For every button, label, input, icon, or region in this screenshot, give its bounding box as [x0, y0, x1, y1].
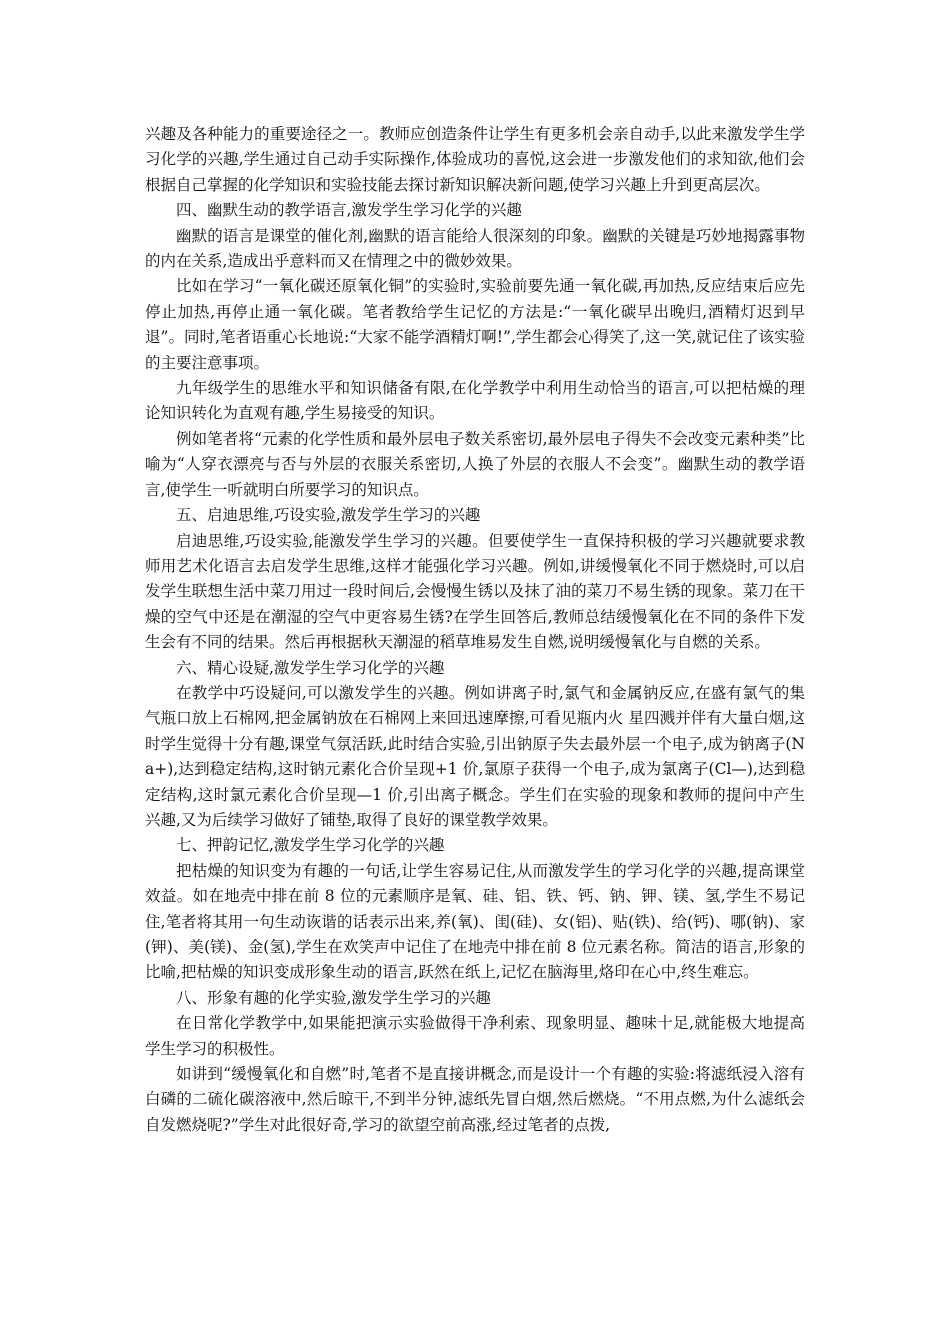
paragraph: 如讲到“缓慢氧化和自燃”时,笔者不是直接讲概念,而是设计一个有趣的实验:将滤纸浸入溶有白磷的二硫化碳溶液中,然后晾干,不到半分钟,滤纸先冒白烟,然后燃烧。“不用点燃,为什么滤纸会自发燃烧呢?”学生对此很好奇,学习的欲望空前高涨,经过笔者的点拨,	[145, 1065, 805, 1134]
paragraph: 九年级学生的思维水平和知识储备有限,在化学教学中利用生动恰当的语言,可以把枯燥的理论知识转化为直观有趣,学生易接受的知识。	[145, 379, 805, 423]
paragraph: 在日常化学教学中,如果能把演示实验做得干净利索、现象明显、趣味十足,就能极大地提高学生学习的积极性。	[145, 1014, 805, 1058]
paragraph: 兴趣及各种能力的重要途径之一。教师应创造条件让学生有更多机会亲自动手,以此来激发学生学习化学的兴趣,学生通过自己动手实际操作,体验成功的喜悦,这会进一步激发他们的求知欲,他们会根据自己掌握的化学知识和实验技能去探讨新知识解决新问题,使学习兴趣上升到更高层次。	[145, 125, 805, 194]
paragraph: 把枯燥的知识变为有趣的一句话,让学生容易记住,从而激发学生的学习化学的兴趣,提高课堂效益。如在地壳中排在前 8 位的元素顺序是氧、硅、铝、铁、钙、钠、钾、镁、氢,学生不易记住,笔者将其用一句生动诙谐的话表示出来,养(氧)、闺(硅)、女(铝)、贴(铁)、给(钙)、哪(钠)、家(钾)、美(镁)、金(氢),学生在欢笑声中记住了在地壳中排在前 8 位元素名称。简洁的语言,形象的比喻,把枯燥的知识变成形象生动的语言,跃然在纸上,记忆在脑海里,烙印在心中,终生难忘。	[145, 861, 805, 982]
paragraph: 例如笔者将“元素的化学性质和最外层电子数关系密切,最外层电子得失不会改变元素种类”比喻为“人穿衣漂亮与否与外层的衣服关系密切,人换了外层的衣服人不会变”。幽默生动的教学语言,使学生一听就明白所要学习的知识点。	[145, 429, 805, 499]
section-heading: 四、幽默生动的教学语言,激发学生学习化学的兴趣	[176, 201, 522, 220]
paragraph: 启迪思维,巧设实验,能激发学生学习的兴趣。但要使学生一直保持积极的学习兴趣就要求教师用艺术化语言去启发学生思维,这样才能强化学习兴趣。例如,讲缓慢氧化不同于燃烧时,可以启发学生联想生活中菜刀用过一段时间后,会慢慢生锈以及抹了油的菜刀不易生锈的现象。菜刀在干燥的空气中还是在潮湿的空气中更容易生锈?在学生回答后,教师总结缓慢氧化在不同的条件下发生会有不同的结果。然后再根据秋天潮湿的稻草堆易发生自燃,说明缓慢氧化与自燃的关系。	[145, 531, 805, 652]
section-heading: 六、精心设疑,激发学生学习化学的兴趣	[176, 658, 445, 677]
paragraph: 比如在学习“一氧化碳还原氧化铜”的实验时,实验前要先通一氧化碳,再加热,反应结束后应先停止加热,再停止通一氧化碳。笔者教给学生记忆的方法是:“一氧化碳早出晚归,酒精灯迟到早退”。同时,笔者语重心长地说:“大家不能学酒精灯啊!”,学生都会心得笑了,这一笑,就记住了该实验的主要注意事项。	[145, 277, 805, 372]
paragraph: 幽默的语言是课堂的催化剂,幽默的语言能给人很深刻的印象。幽默的关键是巧妙地揭露事物的内在关系,造成出乎意料而又在情理之中的微妙效果。	[145, 226, 805, 271]
document-body	[145, 122, 805, 1138]
section-heading: 七、押韵记忆,激发学生学习化学的兴趣	[176, 836, 445, 855]
section-heading: 五、启迪思维,巧设实验,激发学生学习的兴趣	[176, 506, 481, 525]
section-heading: 八、形象有趣的化学实验,激发学生学习的兴趣	[176, 988, 491, 1007]
paragraph: 在教学中巧设疑问,可以激发学生的兴趣。例如讲离子时,氯气和金属钠反应,在盛有氯气的集气瓶口放上石棉网,把金属钠放在石棉网上来回迅速摩擦,可看见瓶内火 星四溅并伴有大量白烟,这时学生觉得十分有趣,课堂气氛活跃,此时结合实验,引出钠原子失去最外层一个电子,成为钠离子(Na+),达到稳定结构,这时钠元素化合价呈现+1 价,氯原子获得一个电子,成为氯离子(Cl—),达到稳定结构,这时氯元素化合价呈现—1 价,引出离子概念。学生们在实验的现象和教师的提问中产生兴趣,又为后续学习做好了铺垫,取得了良好的课堂教学效果。	[145, 683, 805, 829]
